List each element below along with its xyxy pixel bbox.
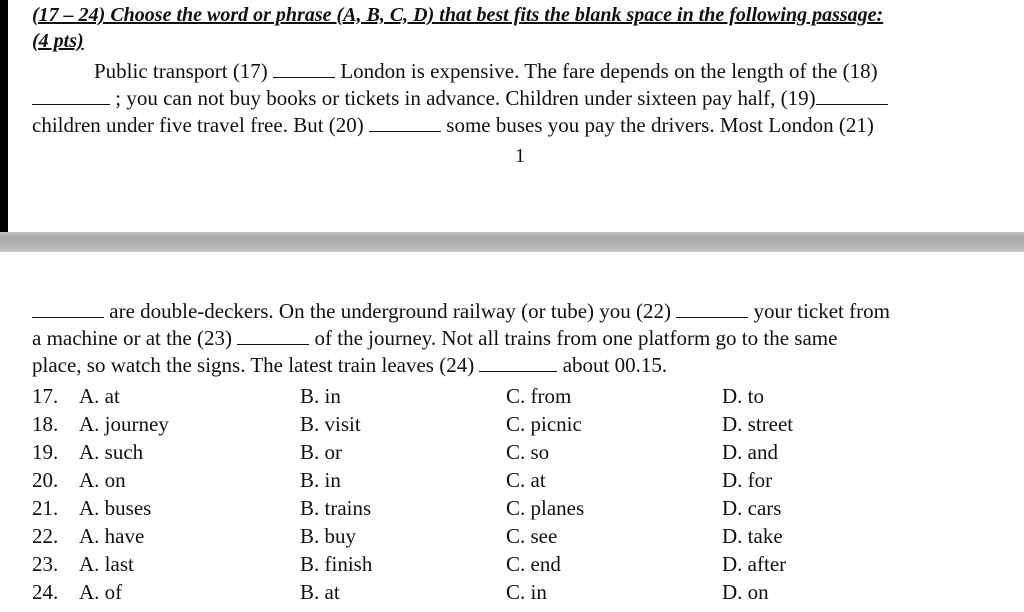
question-number: 17. — [32, 384, 59, 408]
option-b: B. in — [300, 468, 341, 492]
passage-text: London is expensive. The fare depends on the length of the (18) — [335, 59, 878, 83]
question-number: 20. — [32, 468, 59, 492]
option-d: D. street — [722, 412, 794, 436]
option-c: C. at — [506, 468, 546, 492]
option-a: A. of — [79, 580, 123, 604]
passage-top — [32, 58, 1017, 139]
passage-text: a machine or at the (23) — [32, 326, 238, 350]
question-number: 21. — [32, 496, 59, 520]
passage-text: Public transport (17) — [94, 59, 274, 83]
blank-21 — [32, 299, 104, 318]
option-d: D. on — [722, 580, 769, 604]
exercise-instruction — [32, 2, 1012, 54]
left-border-bar — [0, 0, 8, 232]
passage-text: your ticket from — [748, 299, 890, 323]
blank-20 — [369, 113, 441, 132]
question-row — [32, 468, 1012, 496]
instruction-line-2: (4 pts) — [32, 30, 84, 52]
blank-17 — [273, 59, 335, 78]
option-c: C. from — [506, 384, 572, 408]
passage-bottom — [32, 298, 1017, 379]
option-b: B. in — [300, 384, 341, 408]
question-row — [32, 412, 1012, 440]
passage-text: children under five travel free. But (20) — [32, 113, 370, 137]
option-c: C. in — [506, 580, 547, 604]
option-d: D. for — [722, 468, 773, 492]
question-number: 23. — [32, 552, 59, 576]
option-c: C. planes — [506, 496, 585, 520]
question-row — [32, 552, 1012, 580]
question-row — [32, 384, 1012, 412]
answer-options — [32, 384, 1012, 608]
blank-22 — [676, 299, 748, 318]
option-b: B. or — [300, 440, 342, 464]
question-row — [32, 524, 1012, 552]
question-number: 19. — [32, 440, 59, 464]
option-a: A. at — [79, 384, 120, 408]
option-c: C. picnic — [506, 412, 582, 436]
option-b: B. finish — [300, 552, 373, 576]
page-separator — [0, 232, 1024, 252]
option-d: D. to — [722, 384, 764, 408]
passage-line — [32, 112, 1017, 139]
passage-text: of the journey. Not all trains from one platform go to the same — [309, 326, 838, 350]
blank-23 — [237, 326, 309, 345]
page-number: 1 — [515, 145, 525, 167]
option-a: A. on — [79, 468, 126, 492]
option-b: B. trains — [300, 496, 372, 520]
option-d: D. take — [722, 524, 783, 548]
blank-19 — [816, 86, 888, 105]
option-a: A. have — [79, 524, 145, 548]
option-a: A. buses — [79, 496, 152, 520]
question-row — [32, 496, 1012, 524]
option-a: A. journey — [79, 412, 169, 436]
option-a: A. such — [79, 440, 144, 464]
option-b: B. buy — [300, 524, 357, 548]
option-d: D. and — [722, 440, 778, 464]
question-number: 22. — [32, 524, 59, 548]
question-row — [32, 440, 1012, 468]
blank-24 — [479, 353, 557, 372]
option-b: B. visit — [300, 412, 361, 436]
question-number: 24. — [32, 580, 59, 604]
passage-line — [32, 298, 1017, 325]
option-a: A. last — [79, 552, 134, 576]
passage-line — [32, 325, 1017, 352]
passage-line — [32, 352, 1017, 379]
option-d: D. after — [722, 552, 787, 576]
question-row — [32, 580, 1012, 608]
option-b: B. at — [300, 580, 340, 604]
passage-line — [32, 85, 1017, 112]
passage-text: about 00.15. — [557, 353, 668, 377]
question-number: 18. — [32, 412, 59, 436]
option-d: D. cars — [722, 496, 782, 520]
passage-text: are double-deckers. On the underground railway (or tube) you (22) — [104, 299, 677, 323]
blank-18 — [32, 86, 110, 105]
passage-text: ; you can not buy books or tickets in advance. Children under sixteen pay half, (19) — [110, 86, 816, 110]
option-c: C. see — [506, 524, 558, 548]
passage-text: some buses you pay the drivers. Most London (21) — [441, 113, 874, 137]
option-c: C. end — [506, 552, 561, 576]
option-c: C. so — [506, 440, 550, 464]
passage-text: place, so watch the signs. The latest train leaves (24) — [32, 353, 480, 377]
passage-line — [32, 58, 1017, 85]
instruction-line-1: (17 – 24) Choose the word or phrase (A, B, C, D) that best fits the blank space in the following passage: — [32, 4, 884, 26]
